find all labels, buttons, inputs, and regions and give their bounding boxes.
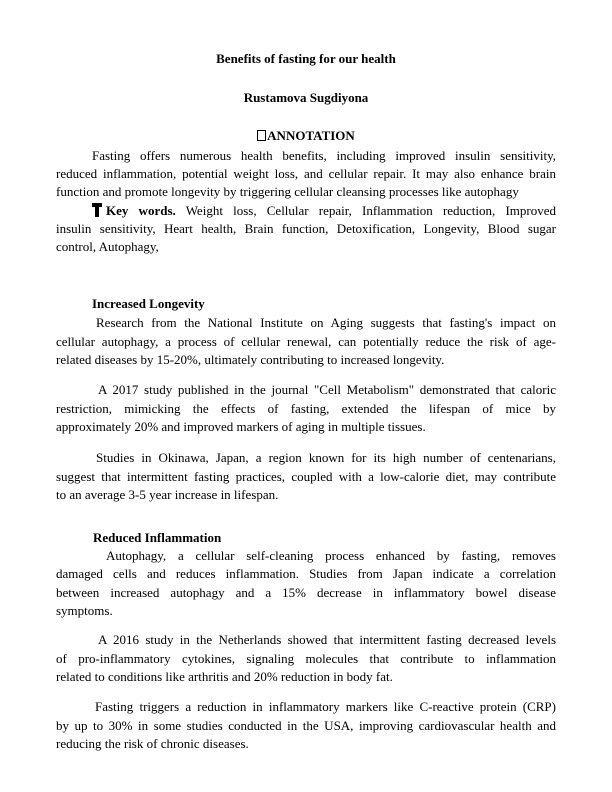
keywords-line (92, 203, 556, 219)
paragraph-line: damaged cells and reduces inflammation. Studies from Japan indicate a correlation (56, 566, 556, 581)
paragraph-line: symptoms. (56, 603, 113, 618)
paragraph-line: by up to 30% in some studies conducted in the USA, improving cardiovascular health and (56, 718, 556, 733)
missing-glyph-icon (257, 130, 266, 141)
paragraph-line: cellular autophagy, a process of cellular renewal, can potentially reduce the risk of age- (56, 334, 556, 349)
paragraph-line: A 2016 study in the Netherlands showed that intermittent fasting decreased levels (98, 632, 556, 647)
paragraph-line: related to conditions like arthritis and 20% reduction in body fat. (56, 669, 393, 684)
paragraph-line: of pro-inflammatory cytokines, signaling molecules that contribute to inflammation (56, 651, 556, 666)
annotation-heading: ANNOTATION (0, 128, 612, 144)
keywords-line: insulin sensitivity, Heart health, Brain function, Detoxification, Longevity, Blood sugar (56, 221, 556, 236)
paragraph-line: restriction, mimicking the effects of fasting, extended the lifespan of mice by (56, 401, 556, 416)
paragraph-line: related diseases by 15-20%, ultimately contributing to increased longevity. (56, 352, 445, 367)
keywords-label: Key words. (106, 203, 176, 218)
paragraph-line: to an average 3-5 year increase in lifespan. (56, 487, 279, 502)
keywords-text: Weight loss, Cellular repair, Inflammation reduction, Improved (185, 203, 556, 218)
paragraph-line: approximately 20% and improved markers of aging in multiple tissues. (56, 419, 426, 434)
keywords-line: control, Autophagy, (56, 239, 159, 254)
paragraph-line: between increased autophagy and a 15% decrease in inflammatory bowel disease (56, 585, 556, 600)
author-name: Rustamova Sugdiyona (243, 90, 369, 105)
paragraph-line: Fasting triggers a reduction in inflammatory markers like C-reactive protein (CRP) (95, 699, 556, 714)
section-heading: Reduced Inflammation (93, 530, 222, 545)
paragraph-line: reducing the risk of chronic diseases. (56, 736, 249, 751)
key-icon (92, 203, 102, 217)
paragraph-line: suggest that intermittent fasting practices, coupled with a low-calorie diet, may contribute (56, 469, 556, 484)
paragraph-line: Autophagy, a cellular self-cleaning process enhanced by fasting, removes (106, 548, 556, 563)
paragraph-line: A 2017 study published in the journal "Cell Metabolism" demonstrated that caloric (98, 382, 556, 397)
annotation-line: function and promote longevity by triggering cellular cleansing processes like autophagy (56, 184, 519, 199)
section-heading: Increased Longevity (92, 296, 205, 311)
paragraph-line: Studies in Okinawa, Japan, a region known for its high number of centenarians, (96, 450, 556, 465)
document-title: Benefits of fasting for our health (216, 51, 396, 66)
annotation-line: Fasting offers numerous health benefits, including improved insulin sensitivity, (92, 148, 556, 163)
annotation-line: reduced inflammation, potential weight loss, and cellular repair. It may also enhance brain (56, 166, 556, 181)
paragraph-line: Research from the National Institute on Aging suggests that fasting's impact on (96, 315, 556, 330)
